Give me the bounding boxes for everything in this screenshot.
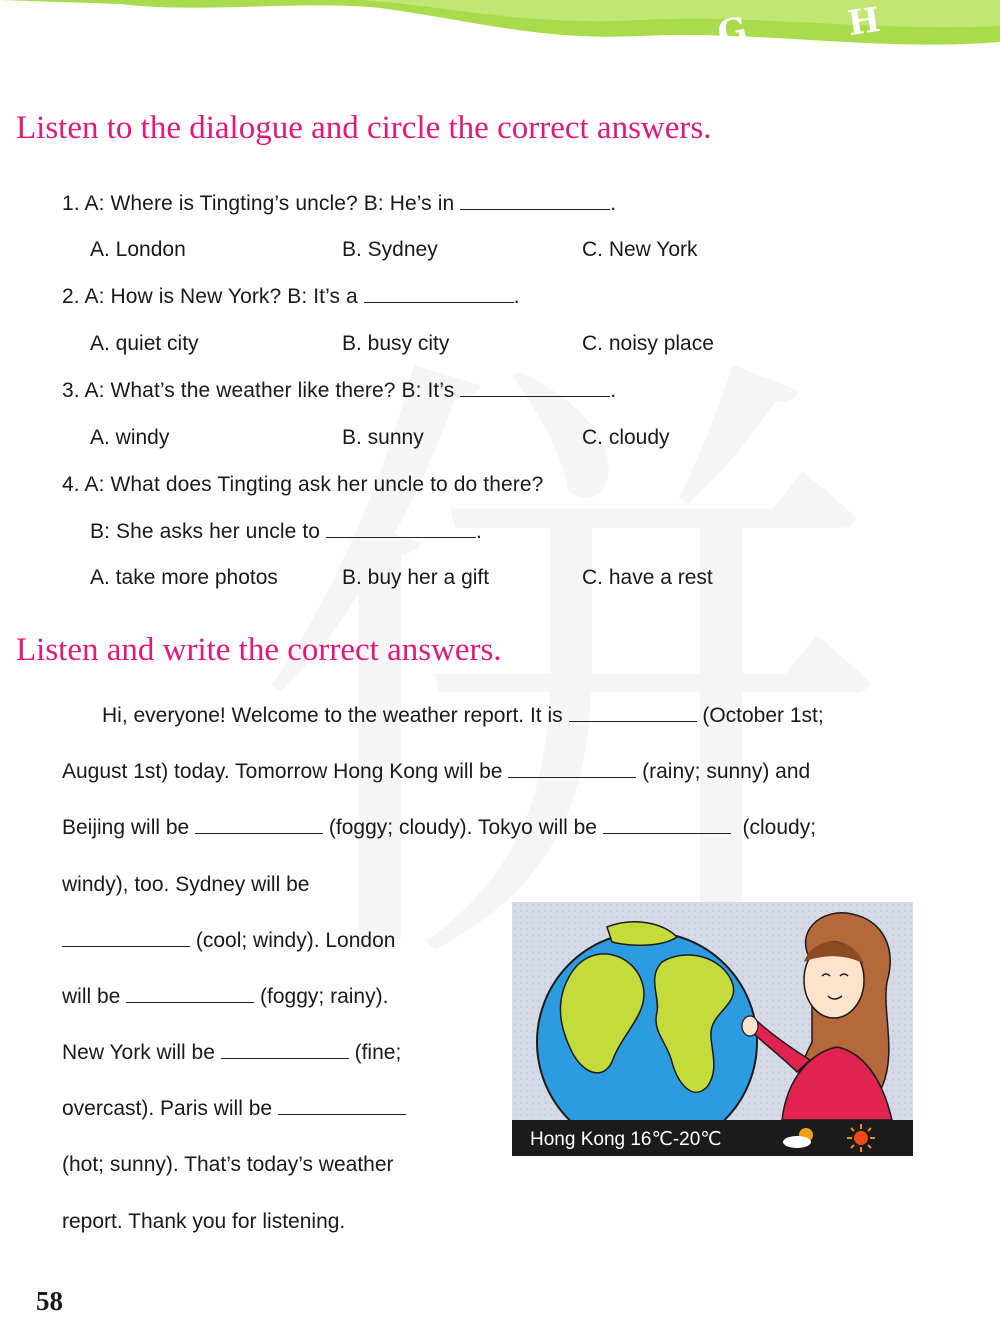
caption-text: Hong Kong 16℃-20℃ — [530, 1129, 722, 1150]
page-number: 58 — [36, 1286, 63, 1316]
q3-option-a[interactable]: A. windy — [90, 426, 170, 449]
answer-blank[interactable] — [460, 380, 610, 397]
cloudy-sun-icon — [780, 1125, 820, 1151]
answer-blank[interactable] — [460, 193, 610, 210]
report-text: (foggy; cloudy). Tokyo will be — [328, 816, 597, 839]
weather-illustration — [512, 902, 913, 1156]
question-number: 3. — [62, 379, 80, 402]
report-blank-3[interactable] — [195, 817, 323, 834]
q3-option-b[interactable]: B. sunny — [342, 426, 424, 449]
q2-option-a[interactable]: A. quiet city — [90, 332, 199, 355]
report-line-6 — [62, 985, 388, 1009]
question-end: . — [610, 379, 617, 402]
question-4 — [62, 473, 543, 497]
report-text: will be — [62, 985, 121, 1008]
question-3 — [62, 379, 616, 403]
answer-blank[interactable] — [364, 286, 514, 303]
q1-option-a[interactable]: A. London — [90, 238, 186, 261]
report-blank-5[interactable] — [62, 930, 190, 947]
report-line-3 — [62, 816, 816, 840]
report-blank-8[interactable] — [278, 1098, 406, 1115]
report-line-4 — [62, 873, 309, 897]
report-text: (foggy; rainy). — [260, 985, 389, 1008]
q4-option-c[interactable]: C. have a rest — [582, 566, 713, 589]
question-number: 4. — [62, 473, 80, 496]
banner-letter-g: G — [714, 9, 751, 55]
report-blank-6[interactable] — [126, 986, 254, 1003]
top-banner — [0, 0, 1000, 60]
report-text: (fine; — [354, 1041, 402, 1064]
question-end: . — [610, 192, 617, 215]
q2-option-c[interactable]: C. noisy place — [582, 332, 714, 355]
banner-letter-h: H — [845, 0, 883, 45]
question-text: A: How is New York? B: It’s a — [84, 285, 358, 308]
report-blank-7[interactable] — [221, 1042, 349, 1059]
report-line-9 — [62, 1153, 394, 1177]
report-text: Hi, everyone! Welcome to the weather report. It is — [102, 704, 563, 727]
report-blank-4[interactable] — [603, 817, 731, 834]
report-text: windy), too. Sydney will be — [62, 873, 310, 896]
question-end: . — [513, 285, 520, 308]
question-text: A: What does Tingting ask her uncle to do there? — [84, 473, 544, 496]
report-text: Beijing will be — [62, 816, 190, 839]
report-text: report. Thank you for listening. — [62, 1210, 346, 1233]
question-text: A: Where is Tingting’s uncle? B: He’s in — [84, 192, 455, 215]
globe-presenter-picture — [512, 902, 913, 1120]
report-line-8 — [62, 1097, 406, 1121]
q4-option-a[interactable]: A. take more photos — [90, 566, 278, 589]
report-line-5 — [62, 929, 395, 953]
section2-title: Listen and write the correct answers. — [16, 632, 502, 668]
report-text: August 1st) today. Tomorrow Hong Kong will be — [62, 760, 503, 783]
question-1 — [62, 192, 616, 216]
question-4-answer-line — [90, 520, 482, 544]
q1-option-c[interactable]: C. New York — [582, 238, 698, 261]
q4-option-b[interactable]: B. buy her a gift — [342, 566, 490, 589]
report-blank-1[interactable] — [569, 705, 697, 722]
report-line-1 — [102, 704, 824, 728]
question-text: A: What’s the weather like there? B: It’s — [84, 379, 455, 402]
report-text: overcast). Paris will be — [62, 1097, 273, 1120]
report-text: (cloudy; — [742, 816, 817, 839]
caption-bar — [512, 1120, 913, 1156]
q3-option-c[interactable]: C. cloudy — [582, 426, 670, 449]
question-end: . — [475, 520, 482, 543]
report-line-2 — [62, 760, 810, 784]
answer-blank[interactable] — [326, 521, 476, 538]
report-text: (rainy; sunny) and — [642, 760, 811, 783]
q2-option-b[interactable]: B. busy city — [342, 332, 450, 355]
section1-title: Listen to the dialogue and circle the correct answers. — [16, 110, 712, 146]
report-text: New York will be — [62, 1041, 215, 1064]
report-line-10 — [62, 1210, 345, 1234]
question-number: 1. — [62, 192, 80, 215]
report-text: (October 1st; — [702, 704, 824, 727]
question-number: 2. — [62, 285, 80, 308]
question-text-b: B: She asks her uncle to — [90, 520, 321, 543]
report-text: (cool; windy). London — [195, 929, 396, 952]
question-2 — [62, 285, 520, 309]
q1-option-b[interactable]: B. Sydney — [342, 238, 438, 261]
report-text: (hot; sunny). That’s today’s weather — [62, 1153, 394, 1176]
sun-icon — [846, 1123, 876, 1153]
report-blank-2[interactable] — [508, 761, 636, 778]
report-line-7 — [62, 1041, 401, 1065]
